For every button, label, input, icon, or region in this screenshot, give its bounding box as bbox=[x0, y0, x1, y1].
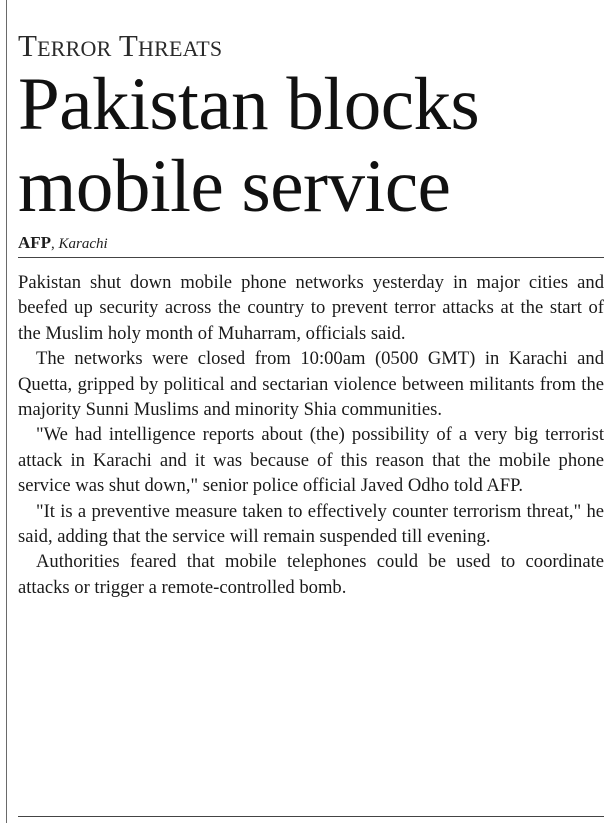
byline-agency: AFP bbox=[18, 233, 52, 252]
kicker: Terror Threats bbox=[18, 28, 223, 63]
byline-rule bbox=[18, 257, 604, 258]
headline-line-1: Pakistan blocks bbox=[18, 63, 480, 146]
headline bbox=[18, 64, 604, 228]
article bbox=[18, 28, 604, 600]
article-body bbox=[18, 270, 604, 600]
byline-city: Karachi bbox=[58, 236, 108, 252]
paragraph: The networks were closed from 10:00am (0500 GMT) in Karachi and Quetta, gripped by political and sectarian violence between militants from the majority Sunni Muslims and minority Shia communities. bbox=[18, 348, 604, 421]
paragraph: "We had intelligence reports about (the) possibility of a very big terrorist attack in Karachi and it was because of this reason that the mobile phone service was shut down," senior police official Javed Odho told AFP. bbox=[18, 424, 604, 497]
paragraph: Authorities feared that mobile telephones could be used to coordinate attacks or trigger a remote-controlled bomb. bbox=[18, 551, 604, 598]
headline-line-2: mobile service bbox=[18, 145, 451, 228]
byline bbox=[18, 234, 604, 253]
paragraph: Pakistan shut down mobile phone networks yesterday in major cities and beefed up security across the country to prevent terror attacks at the start of the Muslim holy month of Muharram, officials said. bbox=[18, 272, 604, 344]
column-rule bbox=[6, 0, 7, 823]
byline-separator: , bbox=[51, 236, 55, 252]
paragraph: "It is a preventive measure taken to effectively counter terrorism threat," he said, adding that the service will remain suspended till evening. bbox=[18, 500, 604, 548]
bottom-rule bbox=[18, 816, 604, 817]
